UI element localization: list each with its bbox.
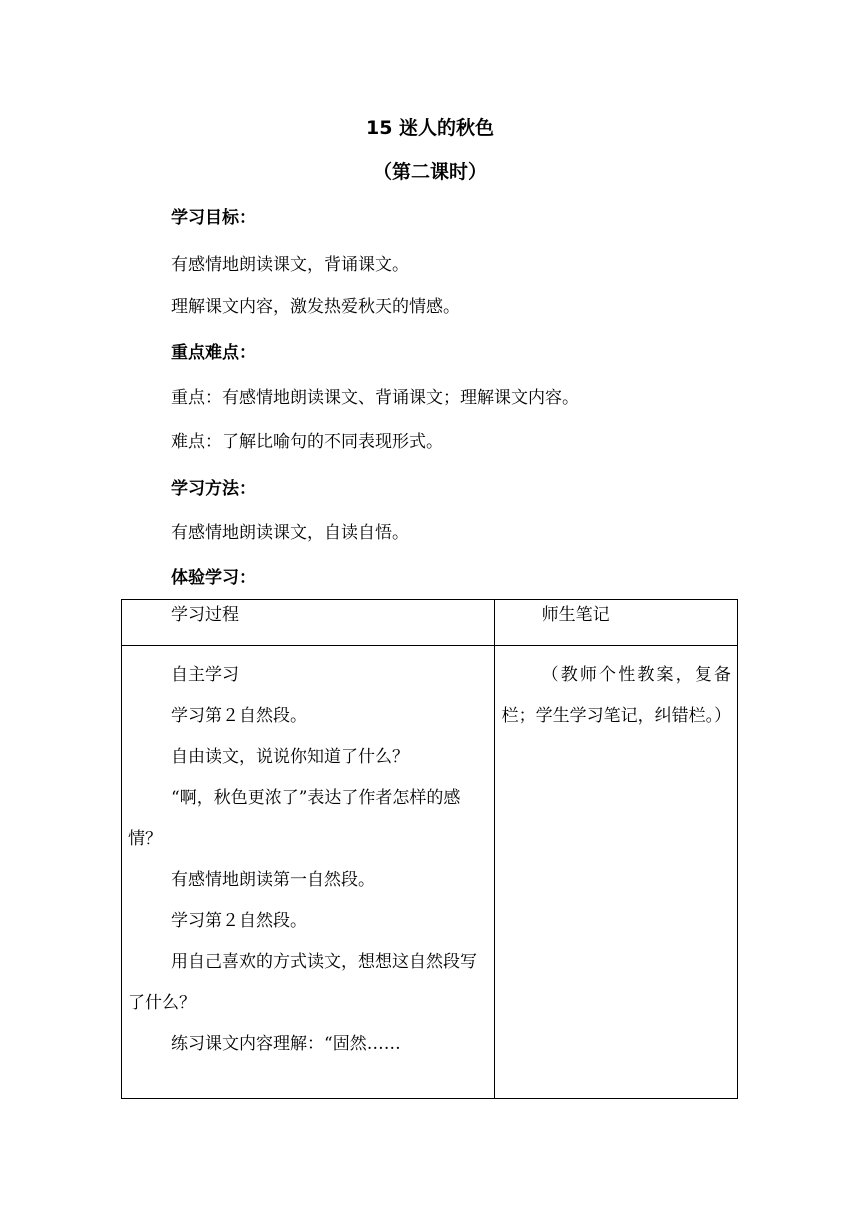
process-line: “啊，秋色更浓了”表达了作者怎样的感情？ xyxy=(128,788,461,849)
process-line: 练习课文内容理解：“固然…… xyxy=(171,1034,401,1054)
objectives-heading: 学习目标： xyxy=(171,208,256,228)
key-point-item: 重点：有感情地朗读课文、背诵课文；理解课文内容。 xyxy=(171,388,579,408)
process-line: 学习第２自然段。 xyxy=(171,911,307,931)
experience-table xyxy=(121,599,738,1099)
process-line: 用自己喜欢的方式读文，想想这自然段写了什么？ xyxy=(128,952,477,1013)
notes-text: （教师个性教案，复备栏；学生学习笔记，纠错栏。） xyxy=(501,665,732,726)
objective-item: 有感情地朗读课文，背诵课文。 xyxy=(171,255,409,275)
process-line: 有感情地朗读第一自然段。 xyxy=(171,870,375,890)
table-row xyxy=(122,646,738,1099)
methods-heading: 学习方法： xyxy=(171,479,256,499)
objective-item: 理解课文内容，激发热爱秋天的情感。 xyxy=(171,297,460,317)
process-cell xyxy=(122,646,495,1099)
method-item: 有感情地朗读课文，自读自悟。 xyxy=(171,523,409,543)
notes-cell xyxy=(494,646,737,1099)
process-line: 自由读文，说说你知道了什么？ xyxy=(171,747,409,767)
process-line: 学习第２自然段。 xyxy=(171,706,307,726)
table-header-row xyxy=(122,600,738,646)
document-title: 15 迷人的秋色 xyxy=(365,117,495,139)
key-point-item: 难点：了解比喻句的不同表现形式。 xyxy=(171,432,443,452)
document-subtitle: （第二课时） xyxy=(372,161,487,183)
header-notes: 师生笔记 xyxy=(494,600,737,646)
header-process: 学习过程 xyxy=(122,600,495,646)
key-points-heading: 重点难点： xyxy=(171,343,256,363)
process-line: 自主学习 xyxy=(171,665,239,685)
experience-heading: 体验学习： xyxy=(171,568,256,588)
